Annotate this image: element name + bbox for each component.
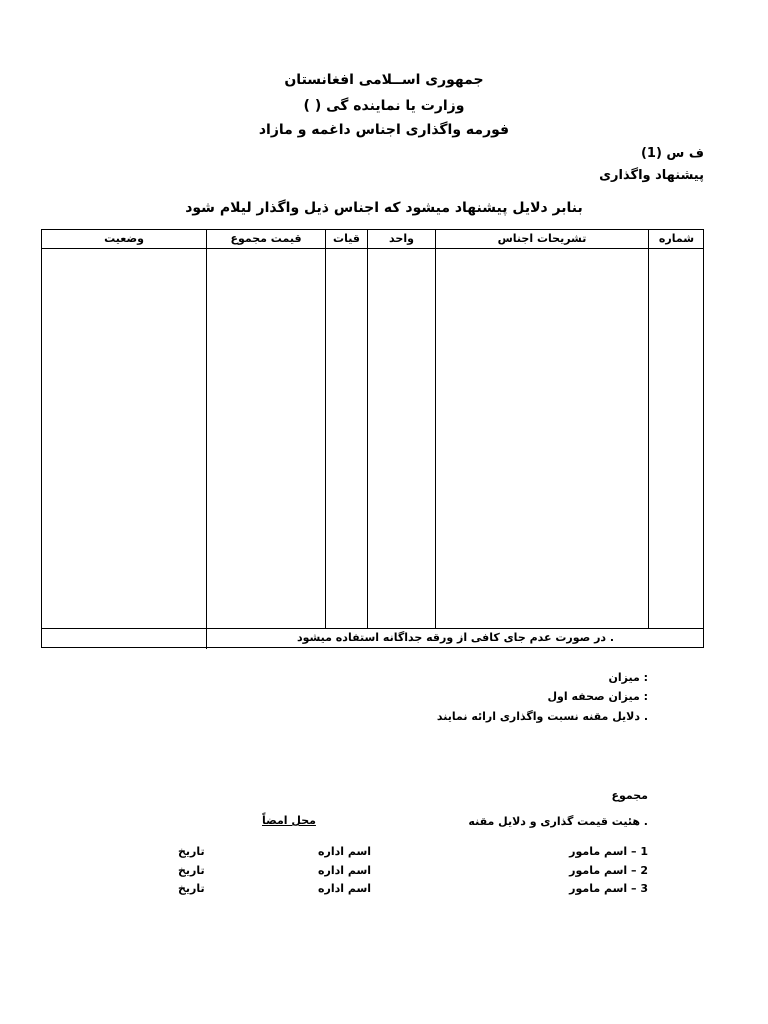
mizan-label: : میزان	[608, 671, 648, 684]
signature-place-label: محل امضاً	[262, 814, 316, 827]
officer-name-label: 2 – اسم مامور	[569, 864, 648, 877]
column-divider	[367, 230, 368, 628]
form-title: فورمه واگذاری اجناس داغمه و مازاد	[258, 122, 510, 138]
column-header-quantity: قیات	[333, 232, 360, 245]
page-title: جمهوری اســلامی افغانستان	[284, 72, 484, 88]
proposal-heading: پیشنهاد واگذاری	[599, 168, 704, 183]
office-name-label: اسم اداره	[318, 864, 372, 877]
mizan-first-page-label: : میزان صحفه اول	[547, 690, 648, 703]
officer-name-label: 1 – اسم مامور	[569, 845, 648, 858]
column-header-condition: وضعیت	[104, 232, 144, 245]
office-name-label: اسم اداره	[318, 845, 372, 858]
column-divider	[648, 230, 649, 628]
column-header-number: شماره	[658, 232, 695, 245]
officer-name-label: 3 – اسم مامور	[569, 882, 648, 895]
items-table	[41, 229, 704, 648]
date-label: تاریخ	[178, 864, 205, 877]
signatory-row	[0, 864, 768, 882]
column-divider	[206, 230, 207, 649]
date-label: تاریخ	[178, 882, 205, 895]
column-header-description: تشریحات اجناس	[497, 232, 587, 245]
column-divider	[325, 230, 326, 628]
total-label: مجموع	[611, 789, 648, 802]
column-header-unit: واحد	[389, 232, 414, 245]
ministry-line: ( ) وزارت یا نماینده گی	[303, 98, 465, 114]
table-footer-note: . در صورت عدم جای کافی از ورقه جداگانه استفاده میشود	[296, 631, 615, 644]
intro-line: بنابر دلایل پیشنهاد میشود که اجناس ذیل واگذار لیلام شود	[185, 200, 583, 216]
office-name-label: اسم اداره	[318, 882, 372, 895]
footer-divider	[42, 628, 703, 629]
form-code: ف س (1)	[640, 146, 704, 161]
committee-label: . هئیت قیمت گذاری و دلایل مقنه	[468, 815, 648, 828]
column-divider	[435, 230, 436, 628]
signatory-row	[0, 845, 768, 863]
date-label: تاریخ	[178, 845, 205, 858]
column-header-total-price: قیمت مجموع	[230, 232, 302, 245]
reasons-note: . دلایل مقنه نسبت واگذاری ارائه نمایند	[436, 710, 648, 723]
signatory-row	[0, 882, 768, 900]
header-divider	[42, 248, 703, 249]
